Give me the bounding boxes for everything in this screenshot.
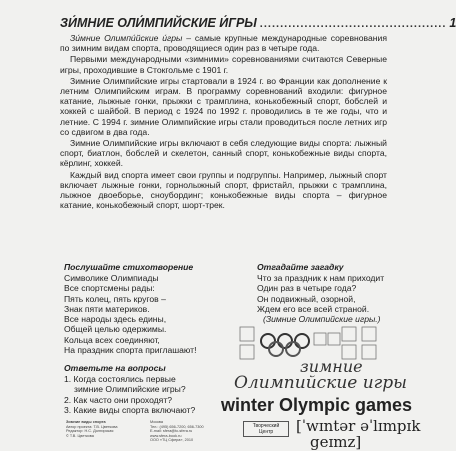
transcription	[296, 418, 420, 450]
poem-line: Пять колец, пять кругов –	[64, 293, 166, 304]
footer-line: Москва	[150, 420, 163, 424]
publisher-logo	[243, 421, 289, 437]
footer-publisher	[150, 420, 204, 443]
footer-line: © Т.В. Цветкова	[66, 433, 94, 438]
riddle-line: Он подвижный, озорной,	[257, 293, 356, 304]
footer-line: ООО «ТЦ Сфера», 2010	[150, 438, 194, 443]
riddle-line: Ждем его все всей страной.	[257, 303, 370, 314]
riddle-line: Один раз в четыре года?	[257, 283, 357, 294]
question-item: 3. Какие виды спорта включают?	[64, 404, 196, 415]
transcription-line-1: [ˈwɪntər əˈlɪmpɪk	[296, 417, 421, 435]
questions-list	[64, 374, 195, 415]
lead-term: Зи́мние Олимпи́йские и́гры	[70, 33, 183, 43]
poem-line: На праздник спорта приглашают!	[64, 345, 197, 356]
leader-dots: ..............................................	[259, 18, 447, 30]
paragraph-5	[60, 170, 387, 211]
paragraph-1	[60, 33, 387, 53]
riddle-line: Что за праздник к нам приходит	[257, 273, 385, 283]
poem-line: Символике Олимпиады	[64, 273, 159, 283]
intro-text	[60, 33, 387, 211]
page-number: 1	[449, 16, 456, 30]
english-title: winter Olympic games	[221, 395, 413, 415]
header-row	[60, 14, 456, 30]
question-item: зимние Олимпийские игры?	[74, 384, 186, 395]
riddle	[257, 273, 384, 324]
poem-heading: Послушайте стихотворение	[64, 262, 194, 272]
questions-heading: Ответьте на вопросы	[64, 363, 166, 373]
ru-title-line-1: зимние	[300, 357, 363, 376]
poem-line: Все спортсмены рады:	[64, 283, 155, 294]
footer-line: E-mail: sfera@tc-sfera.ru	[150, 429, 193, 434]
paragraph-text: Зимние Олимпийские игры включают в себя следующие виды спорта: лыжный спорт, биатлон, бобслей и скелетон, санный спорт, конькобежные виды спорта, кёрлинг, хоккей.	[60, 138, 387, 169]
footer-line: Тел.: (495) 656-7200, 656-7300	[150, 424, 204, 429]
logo-text: Центр	[258, 429, 274, 435]
question-item: 1. Когда состоялись первые	[64, 374, 176, 384]
poem-line: Кольца всех соединяют,	[64, 334, 160, 345]
footer-line: Редактор: Н.С. Долгирская	[66, 429, 114, 434]
paragraph-text: Зимние Олимпийские игры стартовали в 1924 г. во Франции как дополнение к летним Олимпийским играм. В программу соревнований входили: фигурное катание, лыжные гонки, прыжки с трамплина, конькобежный спорт, бобслей и хоккей с шайбой. В период с 1924 по 1992 г. проводились в те же годы, что и летние. С 1994 г. зимние Олимпийские игры стали проводиться после летних игр со сдвигом в два года.	[60, 75, 387, 137]
logo-text: Творческий	[252, 423, 280, 429]
footer-credits	[66, 420, 117, 438]
paragraph-3	[60, 76, 387, 137]
footer-line: Автор проекта: Т.В. Цветкова	[66, 424, 118, 429]
riddle-answer: (Зимние Олимпийские игры.)	[263, 314, 381, 325]
footer-line: www.sfera-book.ru	[150, 433, 182, 438]
paragraph-text: – самые крупные международные соревнования по зимним видам спорта, проводящиеся один раз в четыре года.	[60, 33, 387, 54]
riddle-heading: Отгадайте загадку	[257, 262, 344, 272]
paragraph-text: Каждый вид спорта имеет свои группы и подгруппы. Например, лыжный спорт включает лыжные гонки, горнолыжный спорт, фристайл, прыжки с трамплина, лыжное двоеборье, сноубординг; конькобежные виды спорта – фигурное катание, конькобежный спорт, шорт-трек.	[60, 169, 387, 211]
poem-line: Общей целью одержимы.	[64, 324, 167, 335]
paragraph-text: Первыми международными «зимними» соревнованиями считаются Северные игры, проходившие в Стокгольме с 1901 г.	[60, 54, 387, 75]
paragraph-4	[60, 138, 387, 169]
question-item: 2. Как часто они проходят?	[64, 394, 173, 405]
poem-line: Знак пяти материков.	[64, 303, 150, 314]
ru-title-line-2: Олимпийские игры	[234, 373, 408, 393]
poem	[64, 273, 197, 355]
poem-line: Все народы здесь едины,	[64, 314, 167, 325]
page-title: ЗИ́МНИЕ ОЛИ́МПИЙСКИЕ И́ГРЫ	[60, 16, 257, 30]
transcription-line-2: geɪmz]	[310, 433, 362, 451]
footer-line: Зимние виды спорта	[66, 420, 106, 424]
paragraph-2	[60, 54, 387, 74]
